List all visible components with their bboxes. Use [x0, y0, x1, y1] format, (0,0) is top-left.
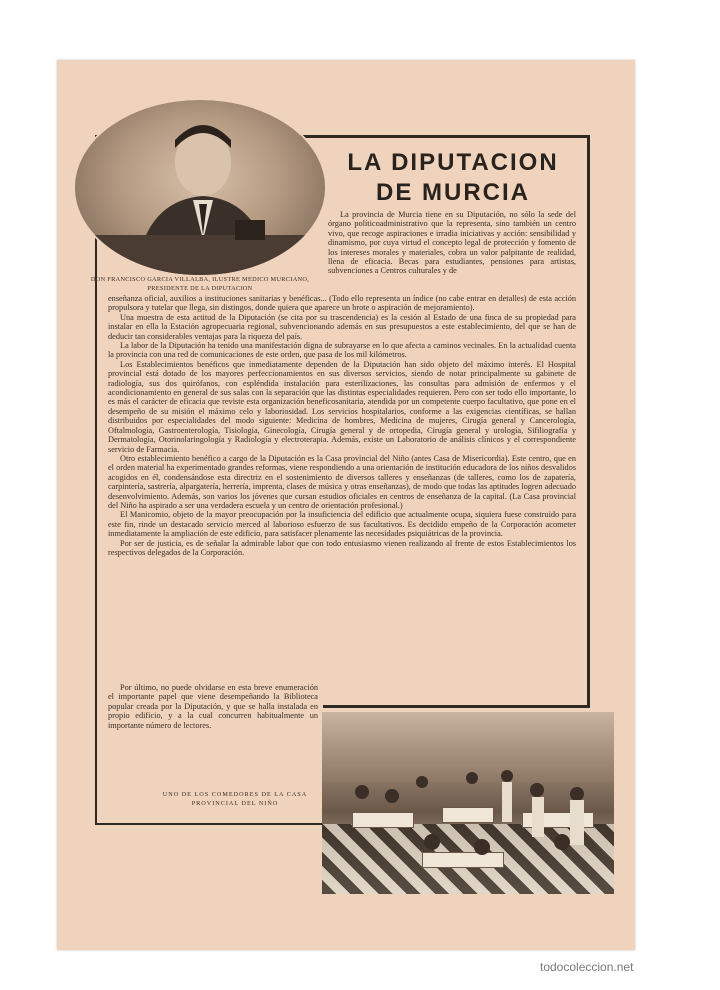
paragraph-2: Una muestra de esta actitud de la Diputación (se cita por su trascendencia) es la cesión al Estado de una finca de su propiedad para instalar en ella la Estación agropecuaria regional, subvencionando además en sus presupuestos a este establecimiento, del que se han de deducir tan considerables ventajas para la riqueza del país. [108, 312, 576, 341]
dining-room-photo [322, 712, 614, 894]
paragraph-5: Otro establecimiento benéfico a cargo de la Diputación es la Casa provincial del Niño (antes Casa de Misericordia). Este centro, que en el orden material ha experimentado grandes reformas, viene respondiendo a una orientación de institución educadora de los niños desvalidos acogidos en él, condensándose esta directriz en el sostenimiento de diversos talleres y enseñanzas (de talleres, como los de zapatería, carpintería, sastrería, alpargatería, herrería, imprenta, clases de música y otras enseñanzas), de modo que todas las aptitudes logren adecuado desenvolvimiento. Además, son varios los jóvenes que cursan estudios oficiales en centros de enseñanza de la capital. (La Casa provincial del Niño ha aspirado a ser una verdadera escuela y un centro de orientación profesional.) [108, 453, 576, 510]
watermark: todocoleccion.net [540, 960, 634, 974]
page-frame-right [587, 135, 590, 708]
paragraph-6: El Manicomio, objeto de la mayor preocupación por la insuficiencia del edificio que actualmente ocupa, siquiera fuese construido para este fin, rinde un destacado servicio merced al laborioso esfuerzo de sus facultativos. Es decidido empeño de la Corporación acometer inmediatamente la ampliación de este edificio, para satisfacer plenamente las necesidades psiquiátricas de la provincia. [108, 510, 576, 539]
paragraph-4: Los Establecimientos benéficos que inmediatamente dependen de la Diputación han sido objeto del máximo interés. El Hospital provincial está dotado de los mayores perfeccionamientos en sus diversos servicios, siendo de notar principalmente su gabinete de radiología, sus dos quirófanos, con espléndida instalación para esterilizaciones, las consultas para admisión de enfermos y el acondicionamiento en general de sus salas con la separación que las distintas especialidades requieren. Pero con ser todo ello importante, lo es más el carácter de eficacia que reviste esta organización beneficosanitaria, atendida por un competente cuerpo facultativo, que pone en el desempeño de su misión el máximo celo y laboriosidad. Los servicios hospitalarios, conforme a las exigencias científicas, se hallan distribuidos por especialidades del modo siguiente: Medicina de hombres, Medicina de mujeres, Cirugía general y Cancerología, Oftalmología, Gastroenterología, Tisiología, Ginecología, Cirugía general y de ortopedia, Cirugía general y urología, Sifiliografía y Dermatología, Otorinolaringología y Radiología y electroterapia. Además, existe un Laboratorio de análisis clínicos y el correspondiente servicio de Farmacia. [108, 359, 576, 454]
portrait-caption: DON FRANCISCO GARCIA VILLALBA, ILUSTRE MEDICO MURCIANO, PRESIDENTE DE LA DIPUTACION [90, 276, 310, 292]
paragraph-7: Por ser de justicia, es de señalar la admirable labor que con todo entusiasmo vienen realizando al frente de estos Establecimientos los respectivos delegados de la Corporación. [108, 538, 576, 557]
closing-paragraph: Por último, no puede olvidarse en esta breve enumeración el importante papel que viene desempeñando la Biblioteca popular creada por la Diputación, y que se halla instalada en propio edificio, y a la cual concurren habitualmente un importante número de lectores. [108, 683, 318, 730]
dining-caption: UNO DE LOS COMEDORES DE LA CASA PROVINCIAL DEL NIÑO [162, 791, 308, 807]
article-title [318, 148, 588, 208]
paragraph-3: La labor de la Diputación ha tenido una manifestación digna de subrayarse en lo que afecta a caminos vecinales. En la actualidad cuenta la provincia con una red de comunicaciones de este orden, que pasa de los mil kilómetros. [108, 341, 576, 360]
title-line-2: DE MURCIA [376, 179, 530, 206]
intro-paragraph: La provincia de Murcia tiene en su Diputación, no sólo la sede del órgano políticoadministrativo que la representa, sino también un centro vivo, que recoge aspiraciones e irradia iniciativas y acción: sensibilidad y dinamismo, por cuya virtud el concepto legal de protección y fomento de los intereses morales y materiales, cobra un valor palpitante de realidad, llena de eficacia. Becas para estudiantes, pensiones para artistas, subvenciones a Centros culturales y de [328, 210, 576, 276]
main-text [108, 294, 576, 557]
photo-figures [322, 712, 614, 894]
paragraph-1: enseñanza oficial, auxilios a instituciones sanitarias y benéficas... (Todo ello representa un índice (no cabe entrar en detalles) de esta acción propulsora y tutelar que llega, sin distingos, donde quiera que aparece un brote o aspiración de mejoramiento). [108, 294, 576, 313]
title-line-1: LA DIPUTACION [347, 149, 559, 176]
page-frame-mid [323, 705, 589, 708]
portrait-photo [75, 100, 325, 275]
portrait-figure [75, 100, 325, 275]
closing-text [108, 683, 318, 730]
page-frame-top [300, 135, 590, 138]
